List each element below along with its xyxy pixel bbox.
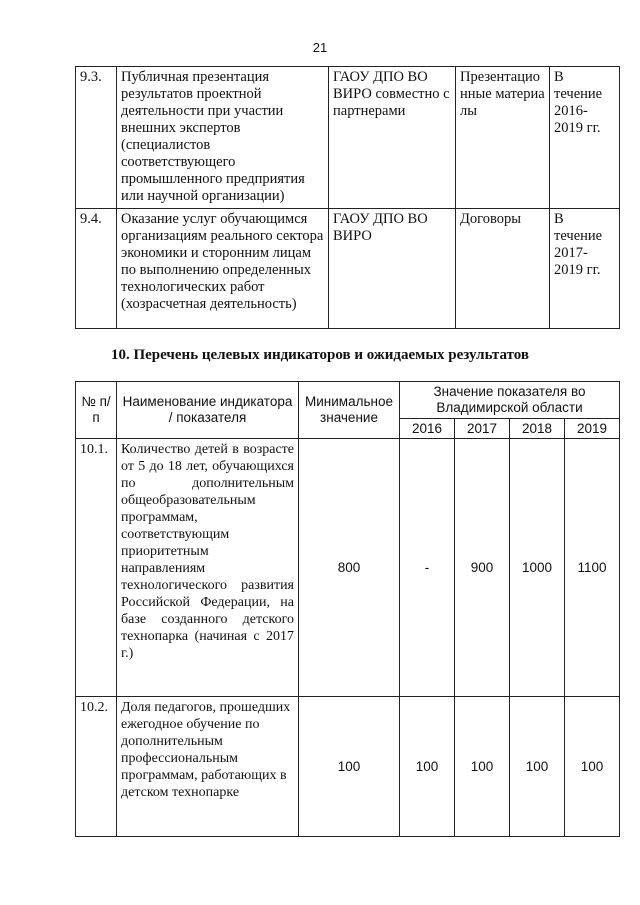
term-cell: В течение 2017-2019 гг. (550, 209, 620, 329)
year-value: - (400, 439, 455, 697)
year-header: 2018 (510, 419, 565, 439)
year-header: 2019 (565, 419, 620, 439)
year-value: 100 (510, 697, 565, 837)
header-num: № п/п (76, 382, 117, 439)
year-header: 2017 (455, 419, 510, 439)
section-title: 10. Перечень целевых индикаторов и ожидаемых результатов (110, 347, 529, 363)
year-value: 100 (400, 697, 455, 837)
year-value: 1100 (565, 439, 620, 697)
header-min: Минимальное значение (299, 382, 400, 439)
row-number: 10.2. (76, 697, 117, 837)
plan-table (75, 66, 620, 329)
table-row (76, 67, 620, 209)
indicator-name: Количество детей в возрасте от 5 до 18 лет, обучающихся по дополнительным общеобразовательным программам, соответствующим приоритетным направлениям технологического развития Российской Федерации, на базе созданного детского технопарка (начиная с 2017 г.) (117, 439, 299, 697)
indicator-name: Доля педагогов, прошедших ежегодное обучение по дополнительным профессиональным программам, работающих в детском технопарке (117, 697, 299, 837)
executor-cell: ГАОУ ДПО ВО ВИРО (329, 209, 456, 329)
page-number: 21 (312, 40, 328, 55)
table-row (76, 209, 620, 329)
result-cell: Презентационные материалы (456, 67, 550, 209)
header-values-group: Значение показателя во Владимирской области (400, 382, 620, 419)
indicators-table (75, 381, 620, 837)
year-value: 100 (455, 697, 510, 837)
year-value: 1000 (510, 439, 565, 697)
row-number: 10.1. (76, 439, 117, 697)
min-value: 100 (299, 697, 400, 837)
year-value: 100 (565, 697, 620, 837)
min-value: 800 (299, 439, 400, 697)
table-row (76, 439, 620, 697)
executor-cell: ГАОУ ДПО ВО ВИРО совместно с партнерами (329, 67, 456, 209)
table-row (76, 697, 620, 837)
result-cell: Договоры (456, 209, 550, 329)
activity-text: Оказание услуг обучающимся организациям реального сектора экономики и сторонним лицам по выполнению определенных технологических работ (хозрасчетная деятельность) (117, 209, 329, 329)
activity-text: Публичная презентация результатов проектной деятельности при участии внешних экспертов (специалистов соответствующего промышленного предприятия или научной организации) (117, 67, 329, 209)
term-cell: В течение 2016-2019 гг. (550, 67, 620, 209)
row-number: 9.4. (76, 209, 117, 329)
row-number: 9.3. (76, 67, 117, 209)
year-header: 2016 (400, 419, 455, 439)
header-name: Наименование индикатора / показателя (117, 382, 299, 439)
year-value: 900 (455, 439, 510, 697)
header-row (76, 382, 620, 419)
